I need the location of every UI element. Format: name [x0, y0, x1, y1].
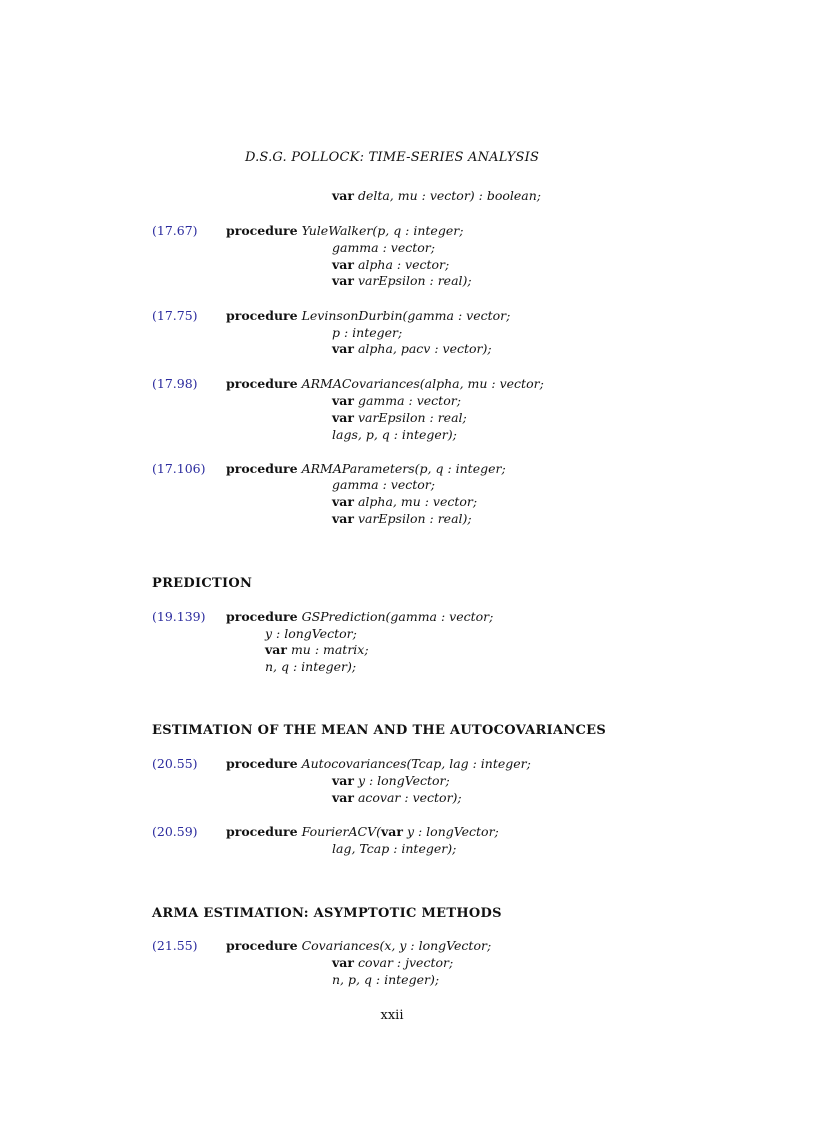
- code-line: lags, p, q : integer);: [332, 427, 457, 442]
- equation-ref[interactable]: (19.139): [152, 609, 206, 624]
- code-line: y : longVector;: [265, 626, 357, 641]
- equation-ref[interactable]: (20.59): [152, 824, 198, 839]
- code-line: var alpha : vector;: [332, 257, 450, 272]
- code-line: procedure FourierACV(var y : longVector;: [226, 824, 499, 839]
- code-line: procedure Autocovariances(Tcap, lag : integer;: [226, 756, 531, 771]
- code-line: var mu : matrix;: [265, 642, 369, 657]
- equation-ref[interactable]: (17.75): [152, 308, 198, 323]
- code-line: var acovar : vector);: [332, 790, 462, 805]
- code-line: var alpha, mu : vector;: [332, 494, 478, 509]
- code-line: lag, Tcap : integer);: [332, 841, 457, 856]
- page-number: xxii: [380, 1008, 404, 1023]
- running-header: D.S.G. POLLOCK: TIME-SERIES ANALYSIS: [244, 150, 540, 165]
- equation-ref[interactable]: (20.55): [152, 756, 198, 771]
- code-line: procedure YuleWalker(p, q : integer;: [226, 223, 464, 238]
- code-line: procedure GSPrediction(gamma : vector;: [226, 609, 494, 624]
- code-line: procedure LevinsonDurbin(gamma : vector;: [226, 308, 511, 323]
- equation-ref[interactable]: (17.67): [152, 223, 198, 238]
- section-heading: ARMA ESTIMATION: ASYMPTOTIC METHODS: [152, 906, 502, 921]
- code-line: var alpha, pacv : vector);: [332, 341, 492, 356]
- code-line: procedure Covariances(x, y : longVector;: [226, 938, 492, 953]
- code-line: var varEpsilon : real);: [332, 273, 472, 288]
- code-line: gamma : vector;: [332, 477, 435, 492]
- code-line: procedure ARMAParameters(p, q : integer;: [226, 461, 506, 476]
- code-line: var varEpsilon : real);: [332, 511, 472, 526]
- equation-ref[interactable]: (21.55): [152, 938, 198, 953]
- code-line: var y : longVector;: [332, 773, 450, 788]
- code-line: n, q : integer);: [265, 659, 357, 674]
- section-heading: PREDICTION: [152, 576, 253, 591]
- code-line: var gamma : vector;: [332, 393, 461, 408]
- equation-ref[interactable]: (17.98): [152, 376, 198, 391]
- code-line: p : integer;: [332, 325, 403, 340]
- equation-ref[interactable]: (17.106): [152, 461, 206, 476]
- section-heading: ESTIMATION OF THE MEAN AND THE AUTOCOVARIANCES: [152, 723, 607, 738]
- code-line: n, p, q : integer);: [332, 972, 440, 987]
- code-line: procedure ARMACovariances(alpha, mu : vector;: [226, 376, 544, 391]
- code-line: var covar : jvector;: [332, 955, 454, 970]
- code-line: gamma : vector;: [332, 240, 435, 255]
- code-line: var varEpsilon : real;: [332, 410, 467, 425]
- continued-line: var delta, mu : vector) : boolean;: [332, 188, 542, 203]
